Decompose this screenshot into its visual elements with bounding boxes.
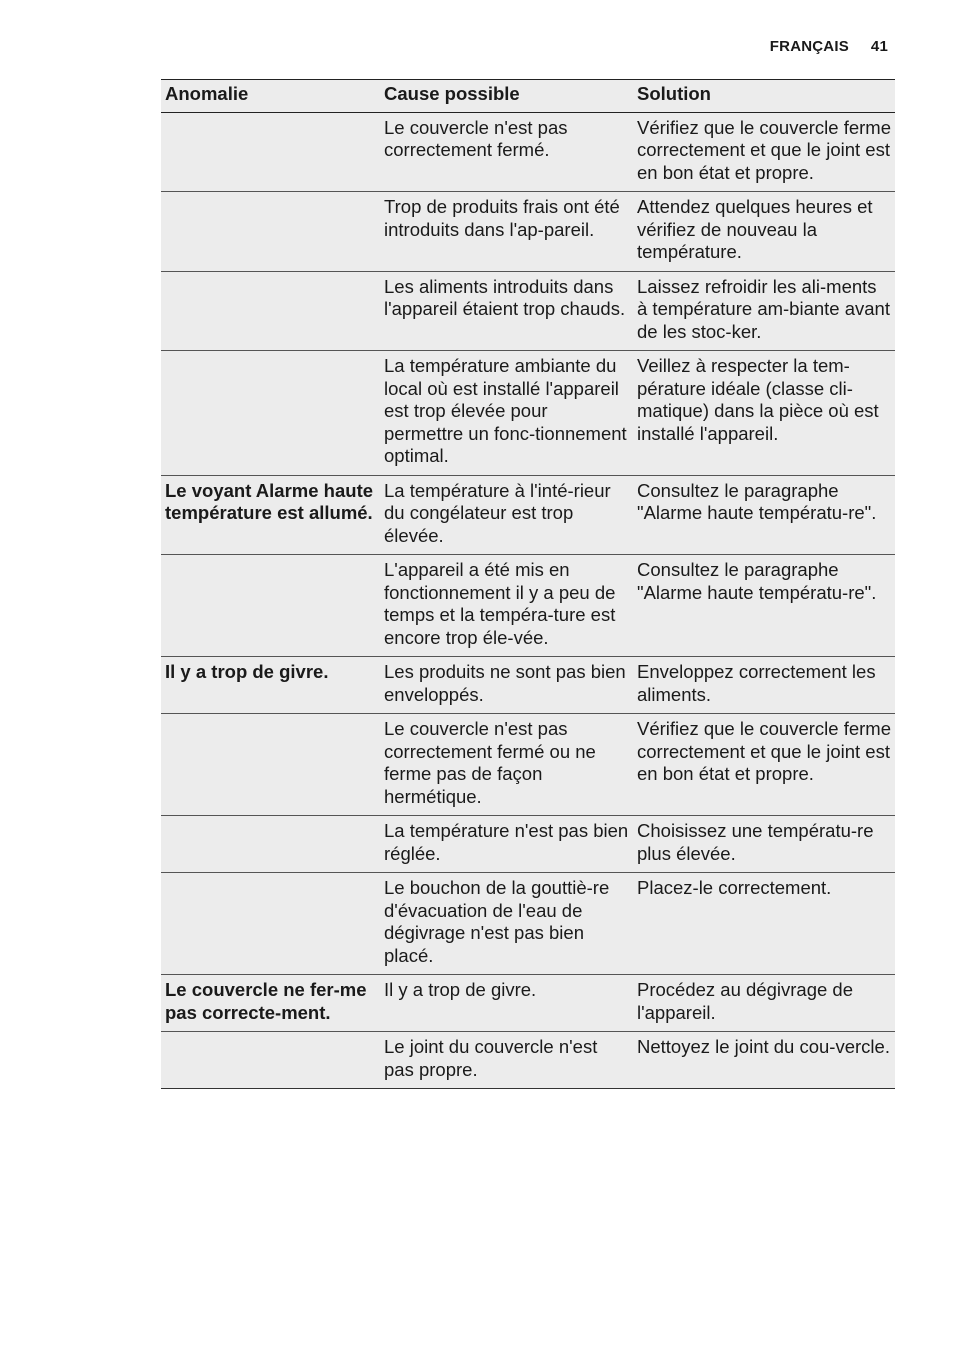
solution-cell: Choisissez une températu-re plus élevée.	[637, 820, 874, 864]
column-header-solution: Solution	[633, 80, 895, 113]
table-header-row	[161, 80, 895, 113]
column-header-anomaly: Anomalie	[161, 80, 380, 113]
table-row	[161, 192, 895, 272]
solution-cell: Attendez quelques heures et vérifiez de nouveau la température.	[637, 196, 873, 262]
table-row	[161, 475, 895, 555]
anomaly-cell	[161, 816, 380, 873]
cause-cell: Le bouchon de la gouttiè-re d'évacuation de l'eau de dégivrage n'est pas bien placé.	[384, 877, 610, 966]
anomaly-cell	[161, 1032, 380, 1089]
column-header-cause: Cause possible	[380, 80, 633, 113]
table-row	[161, 657, 895, 714]
solution-cell: Placez-le correctement.	[637, 877, 832, 898]
cause-cell: Les aliments introduits dans l'appareil étaient trop chauds.	[384, 275, 626, 319]
page-header	[770, 38, 888, 55]
cause-cell: Il y a trop de givre.	[384, 979, 537, 1000]
anomaly-cell	[161, 112, 380, 192]
solution-cell: Procédez au dégivrage de l'appareil.	[637, 979, 853, 1023]
solution-cell: Nettoyez le joint du cou-vercle.	[637, 1036, 890, 1057]
anomaly-cell: Le couvercle ne fer-me pas correcte-ment.	[165, 979, 367, 1023]
cause-cell: L'appareil a été mis en fonctionnement il y a peu de temps et la tempéra-ture est encore trop éle-vée.	[384, 559, 616, 648]
table-row	[161, 1032, 895, 1089]
cause-cell: Le joint du couvercle n'est pas propre.	[384, 1036, 598, 1080]
section-label: FRANÇAIS	[769, 38, 849, 55]
cause-cell: Le couvercle n'est pas correctement fermé.	[384, 116, 568, 160]
solution-cell: Vérifiez que le couvercle ferme correctement et que le joint est en bon état et propre.	[637, 718, 891, 784]
table-row	[161, 112, 895, 192]
solution-cell: Enveloppez correctement les aliments.	[637, 661, 876, 705]
table-row	[161, 351, 895, 476]
anomaly-cell	[161, 714, 380, 816]
troubleshooting-table	[161, 79, 895, 1089]
table-row	[161, 271, 895, 351]
solution-cell: Laissez refroidir les ali-ments à température am-biante avant de les stoc-ker.	[637, 275, 890, 342]
table-row	[161, 975, 895, 1032]
cause-cell: Trop de produits frais ont été introduits dans l'ap-pareil.	[384, 196, 620, 240]
cause-cell: La température ambiante du local où est installé l'appareil est trop élevée pour permettre un fonc-tionnement optimal.	[384, 355, 627, 466]
cause-cell: Le couvercle n'est pas correctement fermé ou ne ferme pas de façon hermétique.	[384, 718, 596, 807]
solution-cell: Consultez le paragraphe "Alarme haute températu-re".	[637, 559, 877, 603]
solution-cell: Vérifiez que le couvercle ferme correctement et que le joint est en bon état et propre.	[637, 116, 891, 183]
anomaly-cell: Le voyant Alarme haute température est allumé.	[165, 479, 374, 523]
anomaly-cell	[161, 271, 380, 351]
table-row	[161, 714, 895, 816]
anomaly-cell	[161, 192, 380, 272]
solution-cell: Veillez à respecter la tem-pérature idéale (classe cli-matique) dans la pièce où est installé l'appareil.	[637, 355, 879, 444]
solution-cell: Consultez le paragraphe "Alarme haute températu-re".	[637, 479, 877, 523]
table-row	[161, 555, 895, 657]
cause-cell: La température à l'inté-rieur du congélateur est trop élevée.	[384, 479, 611, 546]
anomaly-cell	[161, 351, 380, 476]
cause-cell: La température n'est pas bien réglée.	[384, 820, 629, 864]
anomaly-cell: Il y a trop de givre.	[165, 661, 329, 682]
anomaly-cell	[161, 873, 380, 975]
table-row	[161, 816, 895, 873]
table-row	[161, 873, 895, 975]
page-number: 41	[870, 38, 888, 55]
cause-cell: Les produits ne sont pas bien enveloppés.	[384, 661, 626, 705]
anomaly-cell	[161, 555, 380, 657]
